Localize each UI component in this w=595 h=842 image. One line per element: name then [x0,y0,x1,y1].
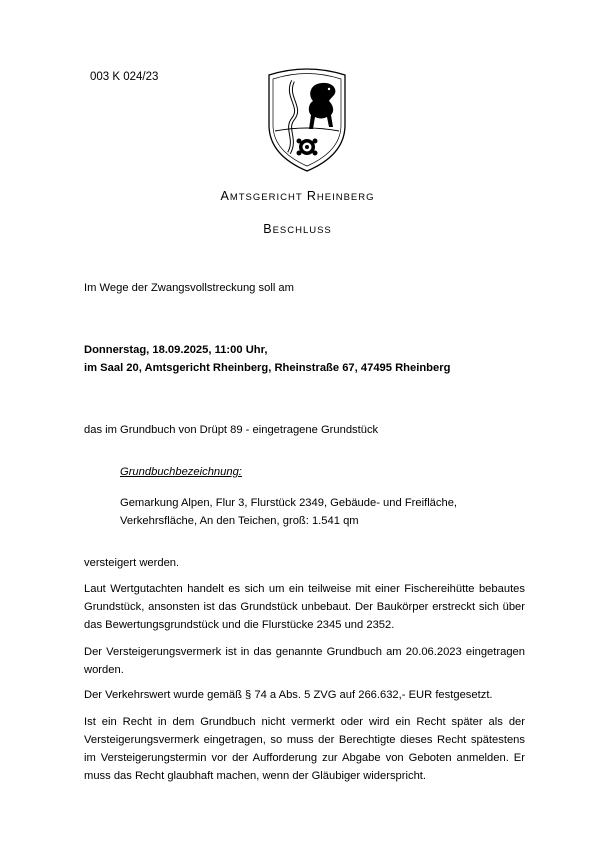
court-rest-1: MTSGERICHT [229,192,303,203]
rights-notice-paragraph: Ist ein Recht in dem Grundbuch nicht vermerkt oder wird ein Recht später als der Versteigerungsvermerk eingetragen, so muss der Berechtigte dieses Recht spätestens im Versteigerungstermin vor der Aufforderung zur Abgabe von Geboten anmelden. Er muss das Recht glaubhaft machen, wenn der Gläubiger widerspricht. [84,716,525,782]
decree-rest: ESCHLUSS [272,225,332,236]
court-initial-2: R [306,189,317,203]
auction-note-paragraph: Der Versteigerungsvermerk ist in das genannte Grundbuch am 20.06.2023 eingetragen worden. [84,646,525,676]
land-register-heading: Grundbuchbezeichnung: [120,466,242,478]
decree-title [0,222,595,236]
intro-text: Im Wege der Zwangsvollstreckung soll am [84,282,294,294]
appraisal-paragraph: Laut Wertgutachten handelt es sich um ein teilweise mit einer Fischereihütte bebautes Grundstück, ansonsten ist das Grundstück unbebaut. Der Baukörper erstreckt sich über das Bewertungsgrundstück und die Flurstücke 2345 und 2352. [84,583,525,631]
decree-initial: B [263,222,273,236]
parcel-line-2: Verkehrsfläche, An den Teichen, groß: 1.541 qm [120,515,359,527]
auctioned-text: versteigert werden. [84,557,180,569]
court-name [0,189,595,203]
market-value-paragraph: Der Verkehrswert wurde gemäß § 74 a Abs. 5 ZVG auf 266.632,- EUR festgesetzt. [84,689,493,701]
file-number: 003 K 024/23 [90,71,159,83]
date-line: Donnerstag, 18.09.2025, 11:00 Uhr, [84,344,268,356]
court-initial-1: A [220,189,230,203]
court-rest-2: HEINBERG [316,192,375,203]
property-intro: das im Grundbuch von Drüpt 89 - eingetragene Grundstück [84,424,379,436]
place-line: im Saal 20, Amtsgericht Rheinberg, Rheinstraße 67, 47495 Rheinberg [84,362,451,374]
parcel-line-1: Gemarkung Alpen, Flur 3, Flurstück 2349, Gebäude- und Freifläche, [120,497,458,509]
coat-of-arms-icon [263,67,351,173]
